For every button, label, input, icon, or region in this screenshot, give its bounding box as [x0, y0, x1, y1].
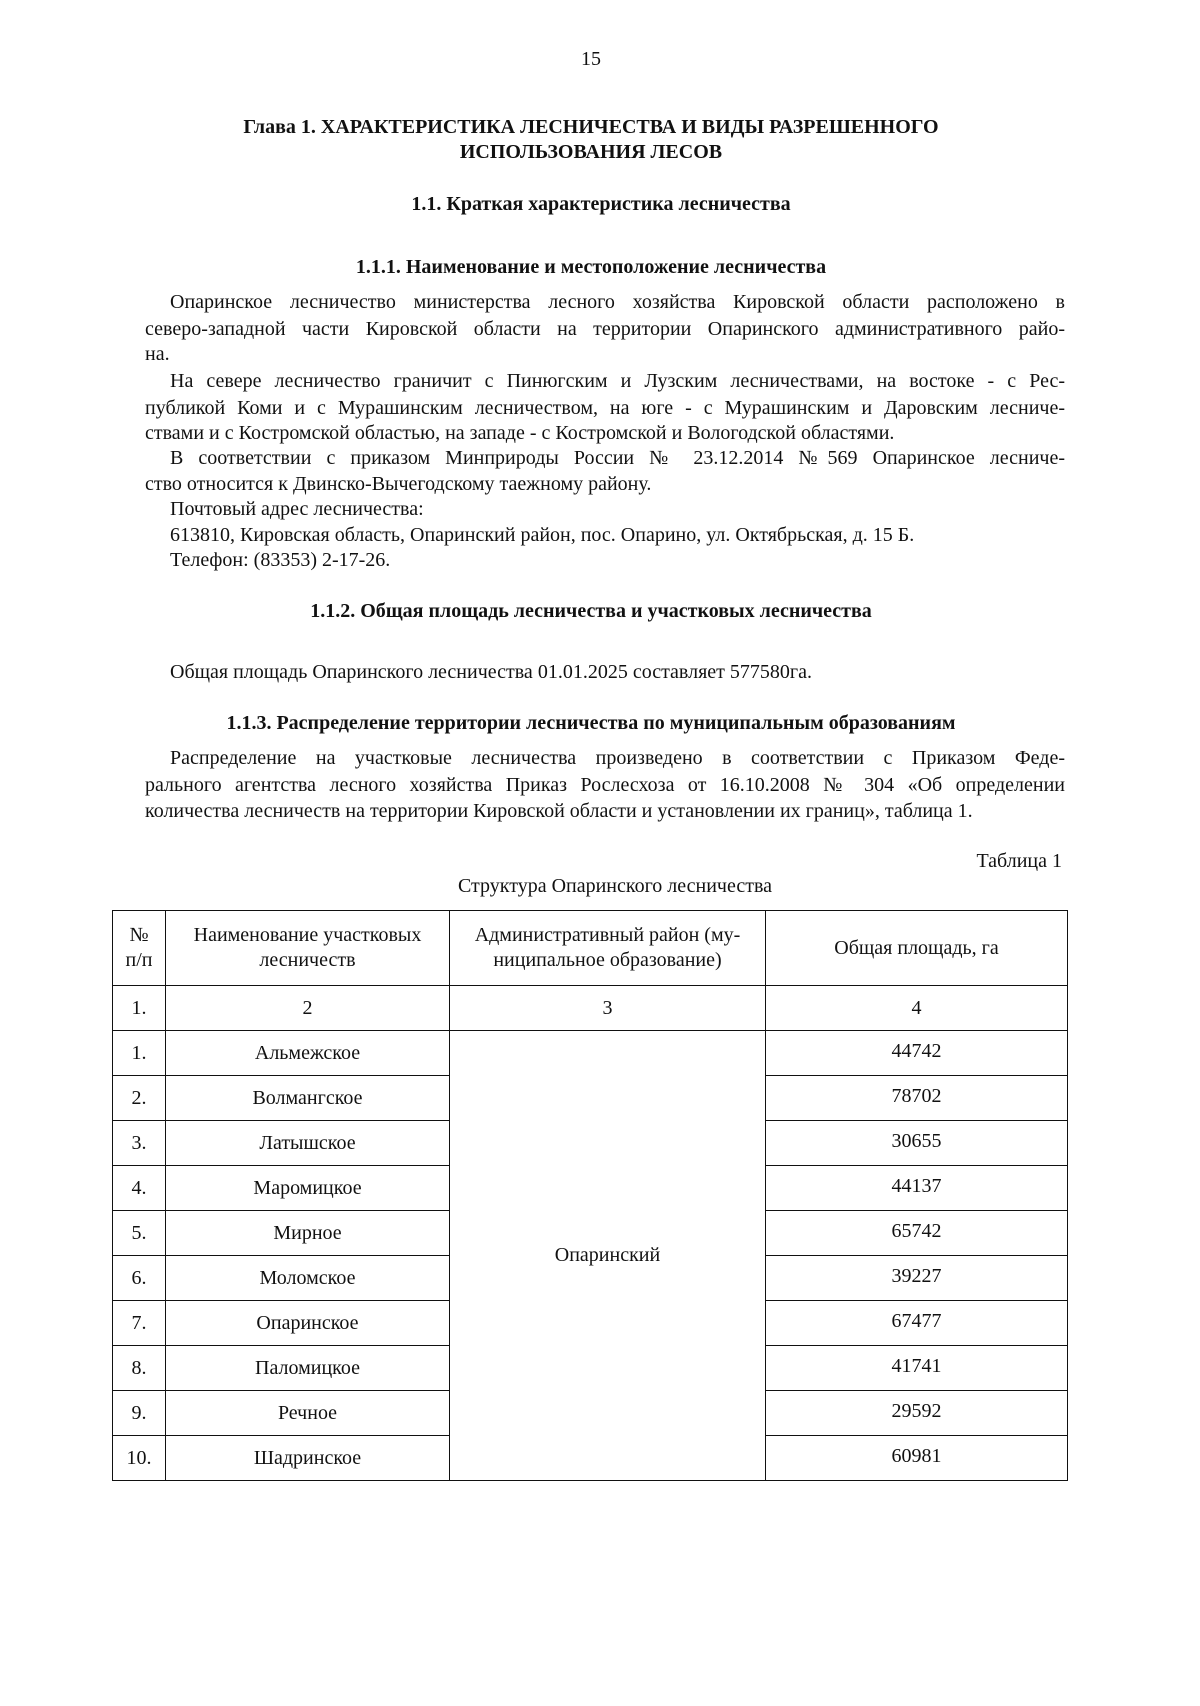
- area-value: 41741: [766, 1346, 1068, 1391]
- paragraph-line: Общая площадь Опаринского лесничества 01.01.2025 составляет 577580га.: [170, 661, 812, 683]
- col-number: 1.: [113, 986, 166, 1031]
- paragraph-line: Распределение на участковые лесничества произведено в соответствии с Приказом Феде-: [170, 747, 1065, 769]
- paragraph-line: на.: [145, 343, 170, 365]
- section-heading: 1.1.1. Наименование и местоположение лесничества: [355, 256, 827, 278]
- forestry-name: Опаринское: [166, 1301, 450, 1346]
- table-label: Таблица 1: [976, 850, 1062, 872]
- paragraph-line: рального агентства лесного хозяйства Приказ Рослесхоза от 16.10.2008 № 304 «Об определении: [145, 774, 1065, 796]
- row-number: 7.: [113, 1301, 166, 1346]
- paragraph-line: Почтовый адрес лесничества:: [170, 498, 424, 520]
- row-number: 4.: [113, 1166, 166, 1211]
- forestry-name: Волмангское: [166, 1076, 450, 1121]
- forestry-name: Мирное: [166, 1211, 450, 1256]
- header-cell: Общая площадь, га: [766, 911, 1068, 986]
- paragraph-line: публикой Коми и с Мурашинским лесничеством, на юге - с Мурашинским и Даровским лесниче-: [145, 397, 1065, 419]
- forestry-name: Альмежское: [166, 1031, 450, 1076]
- section-heading: 1.1.3. Распределение территории лесничества по муниципальным образованиям: [226, 712, 956, 734]
- table-caption: Структура Опаринского лесничества: [457, 875, 773, 897]
- section-heading: 1.1. Краткая характеристика лесничества: [411, 193, 791, 215]
- paragraph-line: Телефон: (83353) 2-17-26.: [170, 549, 391, 571]
- paragraph-line: На севере лесничество граничит с Пинюгским и Лузским лесничествами, на востоке - с Рес-: [170, 370, 1065, 392]
- row-number: 6.: [113, 1256, 166, 1301]
- col-number: 2: [166, 986, 450, 1031]
- row-number: 9.: [113, 1391, 166, 1436]
- row-number: 5.: [113, 1211, 166, 1256]
- row-number: 1.: [113, 1031, 166, 1076]
- paragraph-line: ствами и с Костромской областью, на западе - с Костромской и Вологодской областями.: [145, 422, 895, 444]
- paragraph-line: ство относится к Двинско-Вычегодскому таежному району.: [145, 473, 652, 495]
- forestry-name: Шадринское: [166, 1436, 450, 1481]
- chapter-title-line-2: ИСПОЛЬЗОВАНИЯ ЛЕСОВ: [459, 141, 723, 163]
- area-value: 65742: [766, 1211, 1068, 1256]
- forestry-name: Моломское: [166, 1256, 450, 1301]
- area-value: 39227: [766, 1256, 1068, 1301]
- forestry-name: Маромицкое: [166, 1166, 450, 1211]
- area-value: 29592: [766, 1391, 1068, 1436]
- row-number: 2.: [113, 1076, 166, 1121]
- paragraph-line: количества лесничеств на территории Кировской области и установлении их границ», таблица 1.: [145, 800, 973, 822]
- area-value: 30655: [766, 1121, 1068, 1166]
- forestry-name: Латышское: [166, 1121, 450, 1166]
- area-value: 67477: [766, 1301, 1068, 1346]
- row-number: 10.: [113, 1436, 166, 1481]
- col-number: 4: [766, 986, 1068, 1031]
- forestry-structure-table: [112, 910, 1068, 1481]
- table-row: [113, 1031, 1068, 1076]
- paragraph-line: северо-западной части Кировской области на территории Опаринского административного райо-: [145, 318, 1065, 340]
- area-value: 44137: [766, 1166, 1068, 1211]
- header-cell: Наименование участковых лесничеств: [166, 911, 450, 986]
- paragraph-line: В соответствии с приказом Минприроды России № 23.12.2014 №569 Опаринское лесниче-: [170, 447, 1065, 469]
- header-cell: Административный район (му- ниципальное образование): [450, 911, 766, 986]
- district-cell: Опаринский: [450, 1031, 766, 1481]
- column-number-row: [113, 986, 1068, 1031]
- col-number: 3: [450, 986, 766, 1031]
- area-value: 60981: [766, 1436, 1068, 1481]
- area-value: 44742: [766, 1031, 1068, 1076]
- area-value: 78702: [766, 1076, 1068, 1121]
- header-cell: № п/п: [113, 911, 166, 986]
- forestry-name: Паломицкое: [166, 1346, 450, 1391]
- section-heading: 1.1.2. Общая площадь лесничества и участковых лесничества: [310, 600, 872, 622]
- row-number: 3.: [113, 1121, 166, 1166]
- page-number: 15: [581, 48, 601, 70]
- paragraph-line: Опаринское лесничество министерства лесного хозяйства Кировской области расположено в: [170, 291, 1065, 313]
- paragraph-line: 613810, Кировская область, Опаринский район, пос. Опарино, ул. Октябрьская, д. 15 Б.: [170, 524, 915, 546]
- forestry-name: Речное: [166, 1391, 450, 1436]
- table-header-row: [113, 911, 1068, 986]
- row-number: 8.: [113, 1346, 166, 1391]
- chapter-title-line-1: Глава 1. ХАРАКТЕРИСТИКА ЛЕСНИЧЕСТВА И ВИДЫ РАЗРЕШЕННОГО: [243, 116, 939, 138]
